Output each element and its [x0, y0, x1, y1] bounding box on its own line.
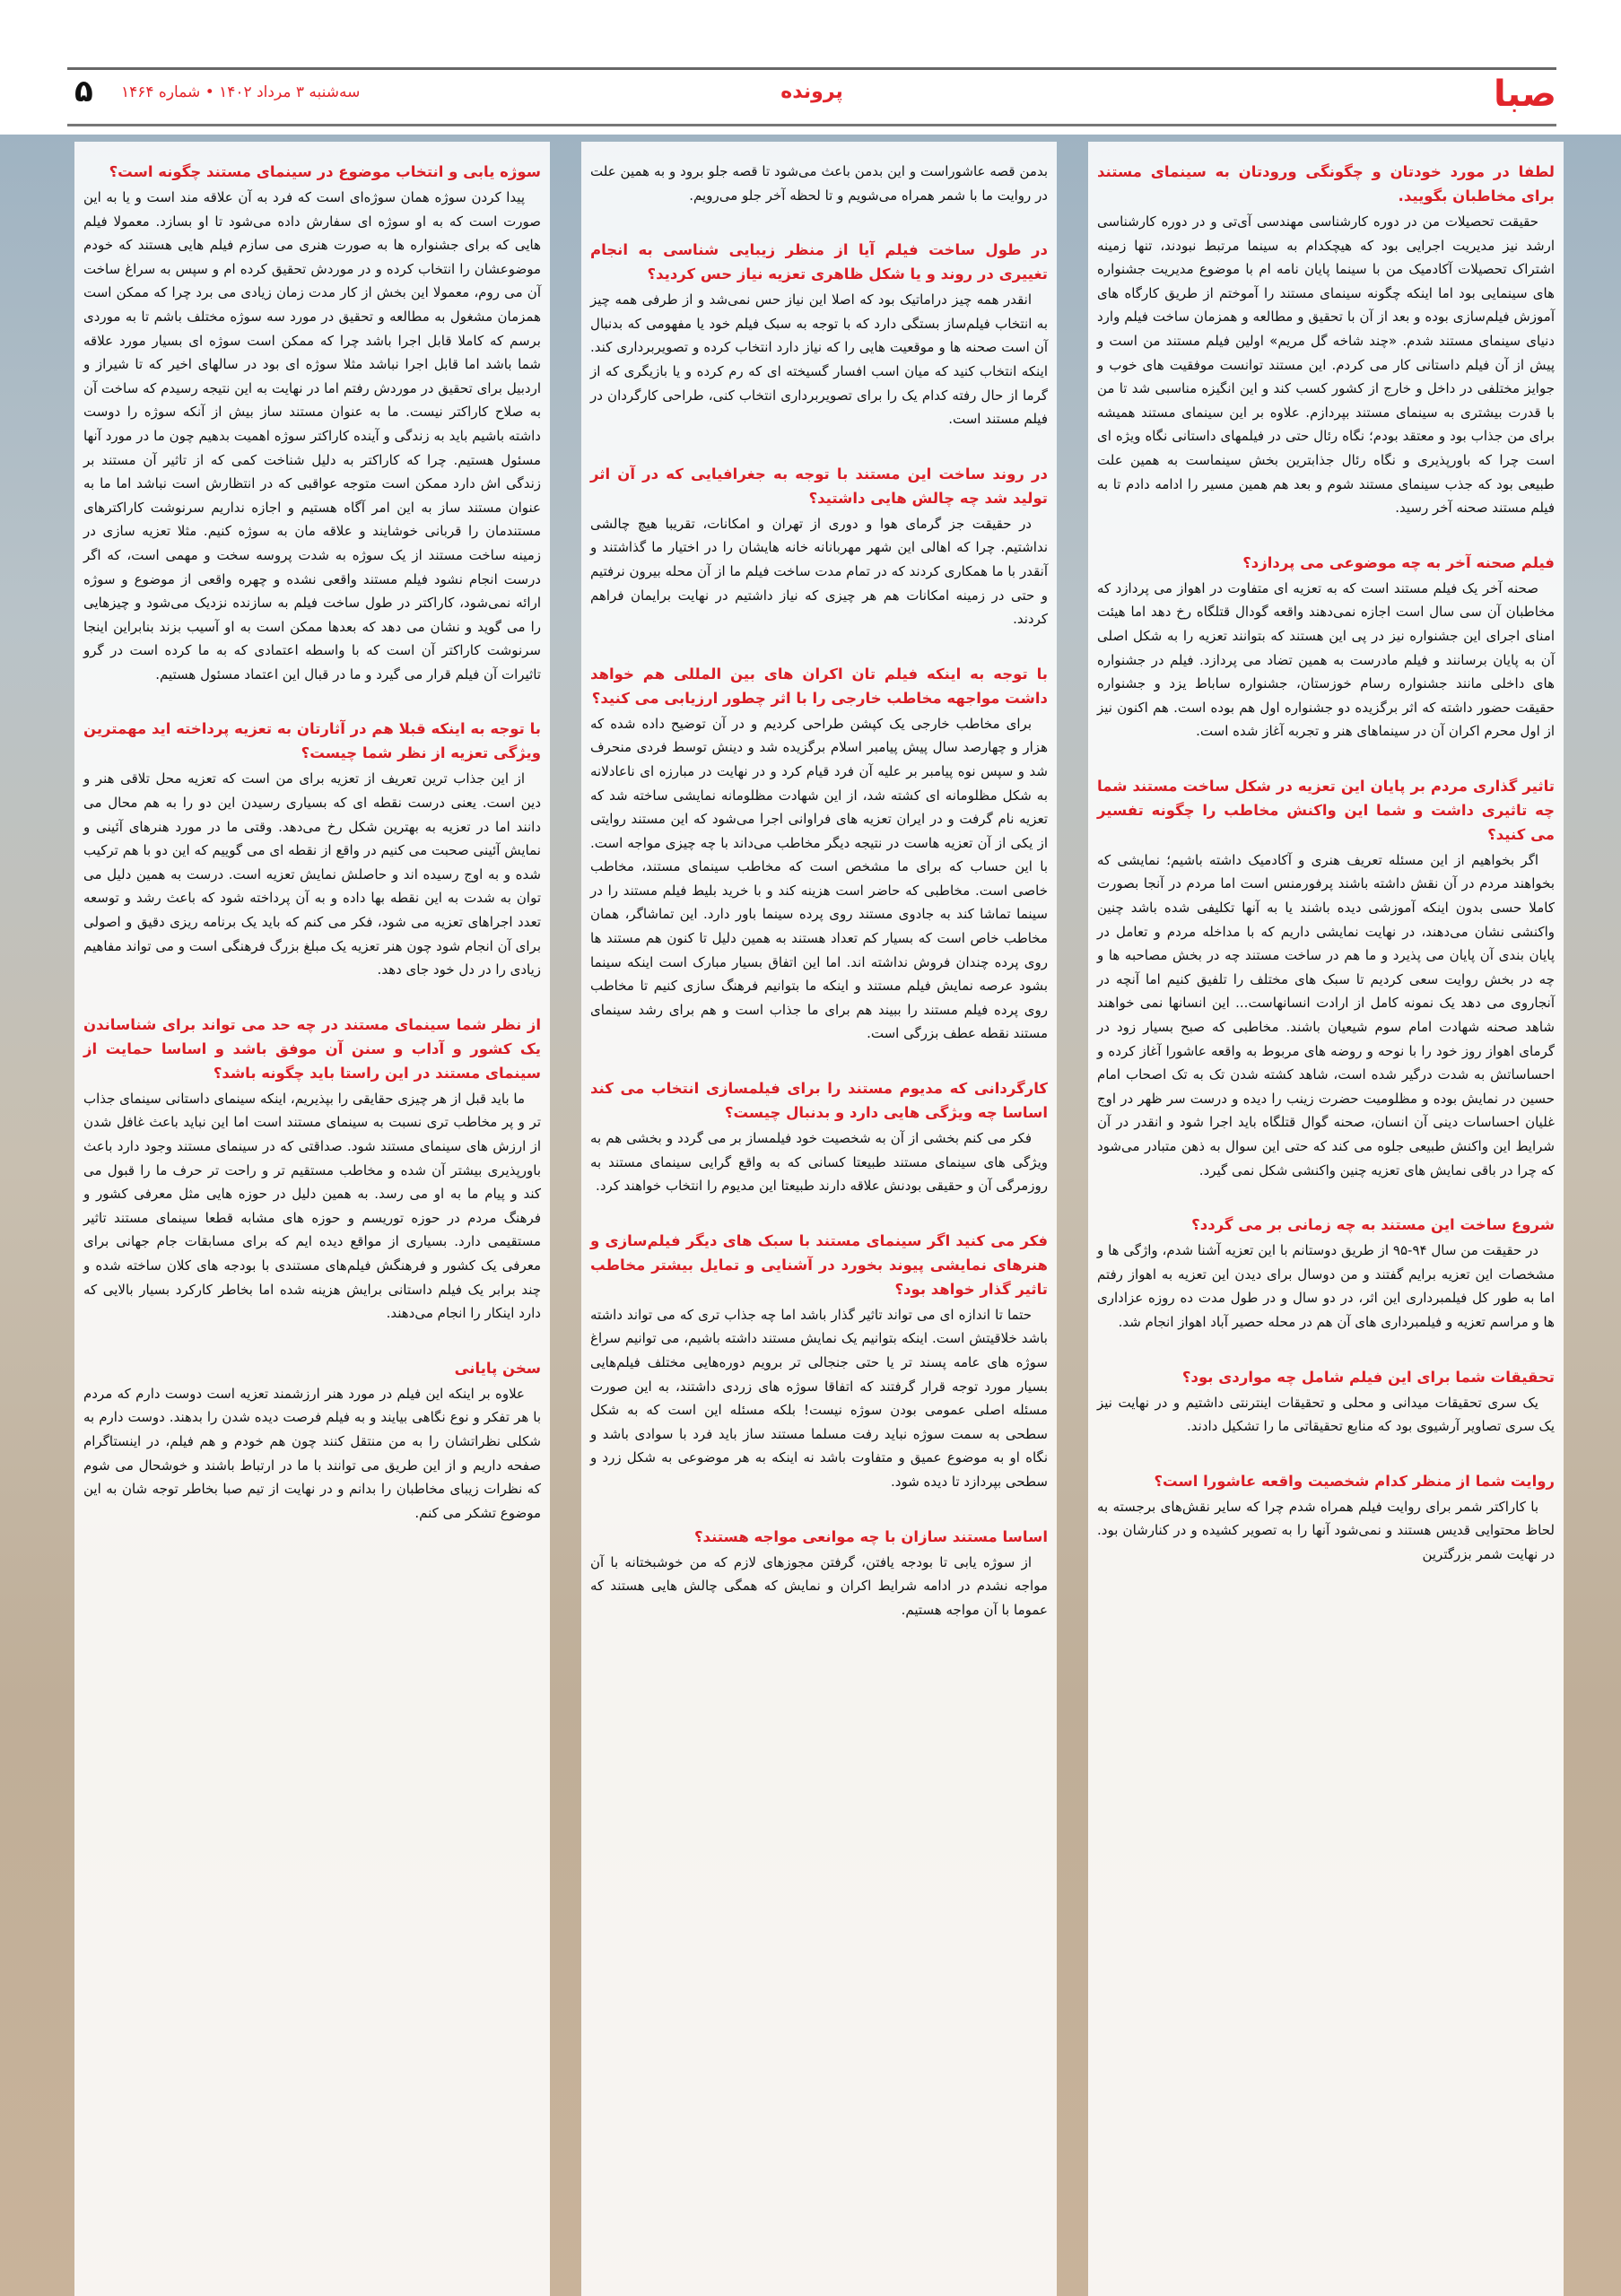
interview-question: شروع ساخت این مستند به چه زمانی بر می گردد؟ [1191, 1216, 1555, 1234]
interview-answer: یک سری تحقیقات میدانی و محلی و تحقیقات اینترنتی داشتیم و در نهایت نیز یک سری تصاویر آرشیوی بود که منابع تحقیقاتی ما را تشکیل دادند. [1097, 1394, 1555, 1435]
interview-question: با توجه به اینکه قبلا هم در آثارتان به تعزیه پرداخته اید مهمترین ویژگی تعزیه از نظر شما چیست؟ [83, 720, 541, 762]
interview-question: با توجه به اینکه فیلم تان اکران های بین المللی هم خواهد داشت مواجهه مخاطب خارجی را با اثر چطور ارزیابی می کنید؟ [590, 665, 1048, 707]
page-number: ۵ [74, 74, 93, 109]
interview-answer: از این جذاب ترین تعریف از تعزیه برای من است که تعزیه محل تلاقی هنر و دین است. یعنی درست نقطه ای که بسیاری رسیدن این دو را به هم محال می دانند اما در تعزیه به بهترین شکل رخ می‌دهد. وقتی ما در مورد هنرهای آئینی و نمایش آئینی صحبت می کنیم در واقع از نقطه ای می گوییم که این دو با هم ترکیب شده و به اوج رسیده اند و حاصلش نمایش تعزیه است. درست به همین دلیل می توان به شدت به این نقطه بها داده و به آن پرداخته شود که باعث رشد و توسعه تعدد اجراهای تعزیه می شود، فکر می کنم که باید یک برنامه ریزی دقیق و اصولی برای آن انجام شود چون هنر تعزیه یک مبلغ بزرگ فرهنگی است و می تواند مفاهیم زیادی را در دل خود جای دهد. [83, 770, 541, 978]
page-header [67, 67, 1556, 126]
interview-answer: پیدا کردن سوژه همان سوژه‌ای است که فرد به آن علاقه مند است و یا به این صورت است که به او سوژه ای سفارش داده می‌شود تا او بسازد. معمولا فیلم هایی که برای جشنواره ها به صورت هنری می سازم فیلم هایی هستند که خودم موضوعشان را انتخاب کرده و در موردش تحقیق کرده ام و سپس به سراغ ساخت آن می روم، معمولا این بخش از کار مدت زمان زیادی می برد چرا که ممکن است همزمان مشغول به مطالعه و تحقیق در مورد سه سوژه مختلف باشم تا به موردی برسم که کاملا قابل اجرا باشد چرا که ممکن است سوژه ای بسیار مورد علاقه شما باشد اما قابل اجرا نباشد مثلا سوژه ای بود در سالهای اخیر که تا شیراز و اردبیل برای تحقیق در موردش رفتم اما در نهایت به این نتیجه رسیدم که ساخت آن به صلاح کاراکتر نیست. ما به عنوان مستند ساز بیش از آنکه سوژه را دوست داشته باشیم باید به زندگی و آینده کاراکتر سوژه اهمیت بدهیم چون ما در مورد آنها مسئول هستیم. چرا که کاراکتر به دلیل شناخت کمی که از تاثیر آن مستند بر زندگی اش دارد ممکن است متوجه عواقبی که در انتظارش است نباشد اما ما به عنوان مستند ساز به این امر آگاه هستیم و اجازه نداریم سرنوشت کاراکترهای مستندمان را قربانی خوشایند و علاقه مان به سوژه کنیم. مثلا تعزیه سازی در زمینه ساخت مستند از یک سوژه به شدت پروسه سخت و مهمی است، که اگر درست انجام نشود فیلم مستند واقعی نشده و چهره واقعی از موضوع و سوژه ارائه نمی‌شود، کاراکتر در طول ساخت فیلم به سازنده نزدیک می‌شود و چیزهایی را می گوید و نشان می دهد که بعدها ممکن است به او آسیب بزند بنابراین اینجا سرنوشت کاراکتر آن است که با واسطه اعتمادی که به ما کرده است در گرو تاثیرات آن فیلم قرار می گیرد و ما در قبال این اعتماد مسئول هستیم. [83, 189, 541, 683]
interview-question: تحقیقات شما برای این فیلم شامل چه مواردی بود؟ [1181, 1368, 1555, 1386]
interview-answer: صحنه آخر یک فیلم مستند است که به تعزیه ای متفاوت در اهواز می پردازد که مخاطبان آن سی سال است اجازه نمی‌دهند واقعه گودال قتلگاه رخ دهد اما هیئت امنای اجرای این جشنواره نیز در پی این هستند که بتوانند تعزیه را به شکل اصلی آن به پایان برسانند و فیلم مادرست به همین تضاد می پردازد. فیلم در جشنواره های داخلی مانند جشنواره رسام خوزستان، جشنواره ساباط یزد و جشنواره حقیقت حضور داشته که اثر برگزیده دو جشنواره اول هم بوده است. هم اکنون نیز از اول محرم اکران آن در سینماهای هنر و تجربه آغاز شده است. [1097, 579, 1555, 740]
article-column-1 [1088, 142, 1564, 2296]
interview-answer: فکر می کنم بخشی از آن به شخصیت خود فیلمساز بر می گردد و بخشی هم به ویژگی های سینمای مستند طبیعتا کسانی که به واقع گرایی سینمای مستند به روزمرگی آن و حقیقی بودنش علاقه دارند طبیعتا این مدیوم را انتخاب خواهند کرد. [590, 1130, 1048, 1195]
interview-question: سوژه یابی و انتخاب موضوع در سینمای مستند چگونه است؟ [109, 163, 541, 180]
interview-question: در روند ساخت این مستند با توجه به جغرافیایی که در آن اثر تولید شد چه چالش هایی داشتید؟ [590, 465, 1048, 507]
interview-answer: علاوه بر اینکه این فیلم در مورد هنر ارزشمند تعزیه است دوست دارم که مردم با هر تفکر و نوع نگاهی بیایند و به فیلم فرصت دیده شدن را بدهند. دوست دارم به شکلی نظراتشان را به من منتقل کنند چون هم خودم و هم فیلم، در اینستاگرام صفحه داریم و از این طریق می توانند با ما در ارتباط باشند و خوشحال می شوم که نظرات زیبای مخاطبان را بدانم و در نهایت از تیم صبا بخاطر توجه شان به این موضوع تشکر می کنم. [83, 1385, 541, 1521]
interview-question: روایت شما از منظر کدام شخصیت واقعه عاشورا است؟ [1154, 1472, 1555, 1490]
interview-answer: در حقیقت جز گرمای هوا و دوری از تهران و امکانات، تقریبا هیچ چالشی نداشتیم. چرا که اهالی این شهر مهربانانه خانه هایشان را در اختیار ما گذاشتند و آنقدر با ما همکاری کردند که در تمام مدت ساخت فیلم ما از آن محله بیرون نرفتیم و حتی در زمینه امکانات هم هر چیزی که نیاز داشتیم در نهایت برایمان فراهم کردند. [590, 515, 1048, 628]
interview-answer: انقدر همه چیز دراماتیک بود که اصلا این نیاز حس نمی‌شد و از طرفی همه چیز به انتخاب فیلم‌ساز بستگی دارد که با توجه به سبک فیلم خود یا مفهومی که بدنبال آن است صحنه ها و موقعیت هایی را که نیاز دارد انتخاب کرده و تصویربرداری کند. اینکه انتخاب کنید که میان اسب افسار گسیخته ای که رم کرده و یا بازیگری که از گرما از حال رفته کدام یک را برای تصویربرداری انتخاب کنی، طراحی کارگردان در فیلم مستند است. [590, 291, 1048, 428]
interview-answer: با کاراکتر شمر برای روایت فیلم همراه شدم چرا که سایر نقش‌های برجسته به لحاظ محتوایی قدیس هستند و نمی‌شود آنها را به تصویر کشیده و در کنارشان بود. در نهایت شمر بزرگترین [1097, 1498, 1555, 1562]
interview-question: تاثیر گذاری مردم بر پایان این تعزیه در شکل ساخت مستند شما چه تاثیری داشت و شما این واکنش مخاطب را چگونه تفسیر می کنید؟ [1097, 777, 1555, 843]
interview-answer: اگر بخواهیم از این مسئله تعریف هنری و آکادمیک داشته باشیم؛ نمایشی که بخواهند مردم در آن نقش داشته باشند پرفورمنس است اما مردم در آنجا بصورت کاملا حسی بدون اینکه آموزشی دیده باشند یا به آنها تکلیفی شده باشد چنین واکنشی نشان می‌دهند، در نهایت نمایشی داریم که با مداخله مردم و تعامل در پایان بندی آن پایان می پذیرد و ما هم در ساخت مستند چه در بخش مصاحبه ها و چه در بخش روایت سعی کردیم تا سبک های مختلف را تلفیق کنیم اما آنچه در آنجاروی می دهد یک نمونه کامل از ارادت انسانهاست... این انسانها نمی خواهند شاهد صحنه شهادت امام سوم شیعیان باشند. مخاطبی که صبح بسیار زود در گرمای اهواز روز خود را با نوحه و روضه های مربوط به واقعه عاشورا آغاز کرده و احساساتش به شدت درگیر شده است، شاهد کشته شدن تک به تک اصحاب امام حسین در نمایش بوده و مظلومیت حضرت زینب را دیده و درست سر ظهر در اوج غلیان احساسات دینی آن انسان، صحنه گوال قتلگاه باید اجرا شود و انقدر در آن شرایط این واکنش طبیعی جلوه می کند که حتی این سوال به ذهن متبادر می‌شود که چرا در باقی نمایش های تعزیه چنین واکنشی شکل نمی گیرد. [1097, 851, 1555, 1178]
interview-question: فکر می کنید اگر سینمای مستند با سبک های دیگر فیلم‌سازی و هنرهای نمایشی پیوند بخورد در آشنایی و تمایل بیشتر مخاطب تاثیر گذار خواهد بود؟ [590, 1231, 1048, 1298]
issue-dateline: سه‌شنبه ۳ مرداد ۱۴۰۲ • شماره ۱۴۶۴ [121, 83, 361, 101]
interview-answer: از سوژه یابی تا بودجه یافتن، گرفتن مجوزهای لازم که من خوشبختانه با آن مواجه نشدم در ادامه شرایط اکران و نمایش که همگی چالش هایی هستند که عموما با آن مواجه هستیم. [590, 1553, 1048, 1618]
interview-answer: حقیقت تحصیلات من در دوره کارشناسی مهندسی آی‌تی و در دوره کارشناسی ارشد نیز مدیریت اجرایی بود که هیچکدام به سینما مرتبط نبودند، تنها زمینه اشتراک تحصیلات آکادمیک من با سینما پایان نامه ام با موضوع مدیریت جشنواره های سینمایی بود اما اینکه چگونه سینمای مستند را آموختم از طریق کارگاه های آموزش فیلم‌سازی بوده و بعد از آن با تحقیق و مطالعه و همزمان ساخت فیلم وارد دنیای سینمای مستند شدم. «چند شاخه گل مریم» اولین فیلم مستند من است و پیش از آن فیلم داستانی کار می کردم. این مستند توانست موفقیت های خوب و جوایز مختلفی در داخل و خارج از کشور کسب کند و این انگیزه مناسبی شد تا من با قدرت بیشتری به سینمای مستند بپردازم. علاوه بر این سینمای مستند همیشه برای من جذاب بود و معتقد بودم؛ نگاه رئال حتی در فیلمهای داستانی نگاه ویژه ای است چرا که باورپذیری و نگاه رئال جذابترین بخش سینماست به همین علت طبیعی بود که جذب سینمای مستند شوم و بعد هم همین مسیر را ادامه دادم تا به فیلم مستند صحنه آخر رسید. [1097, 213, 1555, 517]
article-column-3 [74, 142, 550, 2296]
newspaper-logo: صبا [1494, 74, 1556, 115]
interview-question: لطفا در مورد خودتان و چگونگی ورودتان به سینمای مستند برای مخاطبان بگویید. [1097, 163, 1555, 204]
interview-question: در طول ساخت فیلم آیا از منظر زیبایی شناسی به انجام تغییری در روند و یا شکل ظاهری تعزیه نیاز حس کردید؟ [590, 241, 1048, 283]
interview-question: اساسا مستند سازان با چه موانعی مواجه هستند؟ [693, 1527, 1048, 1545]
interview-answer: در حقیقت من سال ۹۴-۹۵ از طریق دوستانم با این تعزیه آشنا شدم، واژگی ها و مشخصات این تعزیه برایم گفتند و من دوسال برای دیدن این تعزیه به اهواز رفتم اما به طور کل فیلمبرداری این اثر، در دو سال و در طول مدت ده روزه عزاداری ها و مراسم تعزیه و فیلمبرداری های آن هم در محله حصیر آباد اهواز انجام شد. [1097, 1242, 1555, 1330]
interview-answer: حتما تا اندازه ای می تواند تاثیر گذار باشد اما چه جذاب تری که می تواند داشته باشد خلاقیتش است. اینکه بتوانیم یک نمایش مستند داشته باشیم، می توانیم سراغ سوژه های عامه پسند تر یا حتی جنجالی تر برویم دوره‌هایی مختلف فیلم‌هایی بسیار مورد توجه قرار گرفتند که اتفاقا سوژه های زردی داشتند، به این صورت مسئله اصلی عمومی بودن سوژه نیست! بلکه مسئله این است که به شکل سطحی به سمت سوژه نباید رفت مسلما مستند ساز باید فرد با سوادی باشد و نگاه او به موضوع عمیق و متفاوت باشد نه اینکه به هر موضوعی به شکل زرد و سطحی بپردازد تا دیده شود. [590, 1306, 1048, 1490]
interview-answer: بدمن قصه عاشوراست و این بدمن باعث می‌شود تا قصه جلو برود و به همین علت در روایت ما با شمر همراه می‌شویم و تا لحظه آخر جلو می‌رویم. [590, 163, 1048, 204]
section-title: پرونده [780, 81, 843, 103]
interview-answer: برای مخاطب خارجی یک کپشن طراحی کردیم و در آن توضیح داده شده که هزار و چهارصد سال پیش پیامبر اسلام برگزیده شد و دینش توسط فردی منحرف شد و سپس نوه پیامبر بر علیه آن فرد قیام کرد و در نهایت در مبارزه ای ناعادلانه به شکل مظلومانه ای کشته شد، از این شهادت مظلومانه نمایشی ساخته شد که تعزیه نام گرفت و در ایران تعزیه های فراوانی اجرا می‌شود که این مستند روایتی از یکی از آن تعزیه هاست در نتیجه دیگر مخاطب می‌داند با چه چیزی مواجه است. با این حساب که برای ما مشخص است که مخاطب سینمای مستند، مخاطب خاصی است. مخاطبی که حاضر است هزینه کند و با خرید بلیط فیلم مستند را در سینما تماشا کند به جادوی مستند روی پرده سینما باور دارد. این تماشاگر، همان مخاطب خاص است که بسیار کم تعداد هستند به همین دلیل تا کنون هم مستند ها روی پرده چندان فروش نداشته اند. اما این اتفاق بسیار مبارک است اینکه سینما بشود عرصه نمایش فیلم مستند و اینکه ما بتوانیم فرهنگ سازی کنیم تا مخاطب روی پرده فیلم مستند را ببیند هم برای ما جذاب است و هم برای رشد سینمای مستند نقطه عطف بزرگی است. [590, 715, 1048, 1042]
interview-answer: ما باید قبل از هر چیزی حقایقی را بپذیریم، اینکه سینمای داستانی سینمای جذاب تر و پر مخاطب تری نسبت به سینمای مستند است اما این نباید باعث غافل شدن از ارزش های سینمای مستند شود. صداقتی که در سینمای مستند وجود دارد باعث باورپذیری بیشتر آن شده و مخاطب مستقیم تر و راحت تر حرف ما را قبول می کند و پیام ما به او می رسد. به همین دلیل در حوزه هایی مثل معرفی کشور و فرهنگ مردم در حوزه توریسم و حوزه های مشابه قطعا سینمای مستند تاثیر مستقیمی دارد. بسیاری از مواقع دیده ایم که برای مسابقات جام جهانی برای معرفی یک کشور و فرهنگش فیلم‌های مستندی با بودجه های کلان ساخته شده و چند برابر یک فیلم داستانی برایش هزینه شده اما بخاطر کارکرد بسیار بالایی که دارد اینکار را انجام می‌دهند. [83, 1090, 541, 1322]
interview-question: از نظر شما سینمای مستند در چه حد می تواند برای شناساندن یک کشور و آداب و سنن آن موفق باشد و اساسا حمایت از سینمای مستند در این راستا باید چگونه باشد؟ [83, 1015, 541, 1082]
interview-question: کارگردانی که مدیوم مستند را برای فیلمسازی انتخاب می کند اساسا چه ویژگی هایی دارد و بدنبال چیست؟ [590, 1080, 1048, 1122]
interview-question: سخن پایانی [454, 1359, 541, 1377]
interview-question: فیلم صحنه آخر به چه موضوعی می پردازد؟ [1242, 553, 1555, 571]
article-column-2 [581, 142, 1057, 2296]
